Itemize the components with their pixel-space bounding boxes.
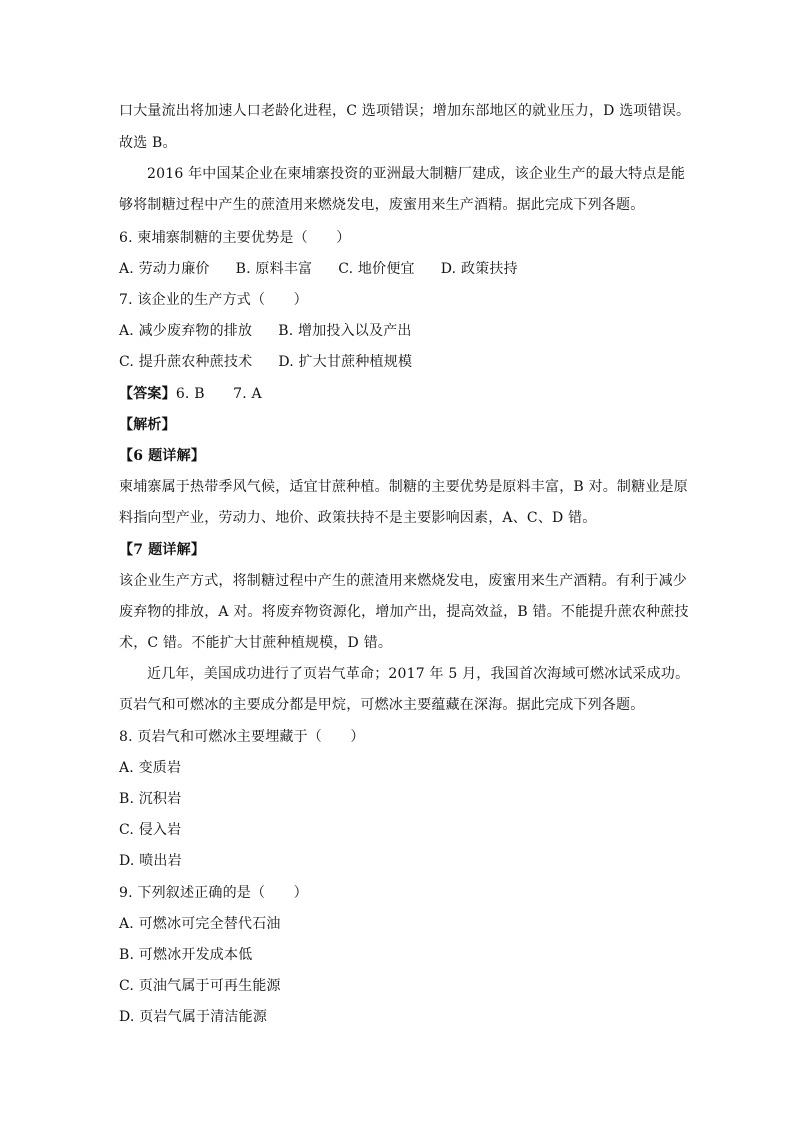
q7-detail-line: 术，C 错。不能扩大甘蔗种植规模，D 错。 <box>119 635 393 651</box>
q6-option-a: A. 劳动力廉价 <box>119 261 210 277</box>
q7-detail-label: 【7 题详解】 <box>119 542 206 558</box>
q6-detail-line: 料指向型产业，劳动力、地价、政策扶持不是主要影响因素，A、C、D 错。 <box>119 510 597 526</box>
q7-option-a: A. 减少废弃物的排放 <box>119 323 253 339</box>
q8-option-a: A. 变质岩 <box>119 760 182 776</box>
passage-1-line: 2016 年中国某企业在柬埔寨投资的亚洲最大制糖厂建成，该企业生产的最大特点是能 <box>147 166 686 182</box>
question-6-options <box>119 259 679 279</box>
text-line: 口大量流出将加速人口老龄化进程，C 选项错误；增加东部地区的就业压力，D 选项错误。 <box>119 103 691 119</box>
q7-option-d: D. 扩大甘蔗种植规模 <box>278 354 413 370</box>
answer-label: 【答案】 <box>119 386 176 402</box>
q9-option-a: A. 可燃冰可完全替代石油 <box>119 916 281 932</box>
question-6-stem: 6. 柬埔寨制糖的主要优势是（ ） <box>119 230 351 246</box>
passage-2-line: 页岩气和可燃冰的主要成分都是甲烷，可燃冰主要蕴藏在深海。据此完成下列各题。 <box>119 697 645 713</box>
q6-detail-label: 【6 题详解】 <box>119 448 206 464</box>
q9-option-b: B. 可燃冰开发成本低 <box>119 947 253 963</box>
answer-line <box>119 384 679 404</box>
question-7-options-row2 <box>119 352 679 372</box>
question-7-stem: 7. 该企业的生产方式（ ） <box>119 292 308 308</box>
q7-option-c: C. 提升蔗农种蔗技术 <box>119 354 253 370</box>
q8-option-c: C. 侵入岩 <box>119 822 182 838</box>
question-7-options-row1 <box>119 321 679 341</box>
q8-option-d: D. 喷出岩 <box>119 853 182 869</box>
q7-detail-line: 该企业生产方式，将制糖过程中产生的蔗渣用来燃烧发电，废蜜用来生产酒精。有利于减少 <box>119 573 687 589</box>
q7-option-b: B. 增加投入以及产出 <box>278 323 412 339</box>
question-8-stem: 8. 页岩气和可燃冰主要埋藏于（ ） <box>119 729 365 745</box>
question-9-stem: 9. 下列叙述正确的是（ ） <box>119 885 308 901</box>
q9-option-d: D. 页岩气属于清洁能源 <box>119 1009 268 1025</box>
q6-option-c: C. 地价便宜 <box>338 261 415 277</box>
q7-detail-line: 废弃物的排放，A 对。将废弃物资源化，增加产出，提高效益，B 错。不能提升蔗农种蔗技 <box>119 604 689 620</box>
answer-text: 6. B 7. A <box>175 386 262 402</box>
q8-option-b: B. 沉积岩 <box>119 791 182 807</box>
q6-option-d: D. 政策扶持 <box>440 261 518 277</box>
analysis-label: 【解析】 <box>119 417 176 433</box>
q6-option-b: B. 原料丰富 <box>235 261 313 277</box>
q6-detail-line: 柬埔寨属于热带季风气候，适宜甘蔗种植。制糖的主要优势是原料丰富，B 对。制糖业是原 <box>119 479 688 495</box>
text-line: 故选 B。 <box>119 135 177 151</box>
passage-1-line: 够将制糖过程中产生的蔗渣用来燃烧发电，废蜜用来生产酒精。据此完成下列各题。 <box>119 197 645 213</box>
q9-option-c: C. 页油气属于可再生能源 <box>119 978 281 994</box>
passage-2-line: 近几年，美国成功进行了页岩气革命；2017 年 5 月，我国首次海域可燃冰试采成功。 <box>147 666 690 682</box>
